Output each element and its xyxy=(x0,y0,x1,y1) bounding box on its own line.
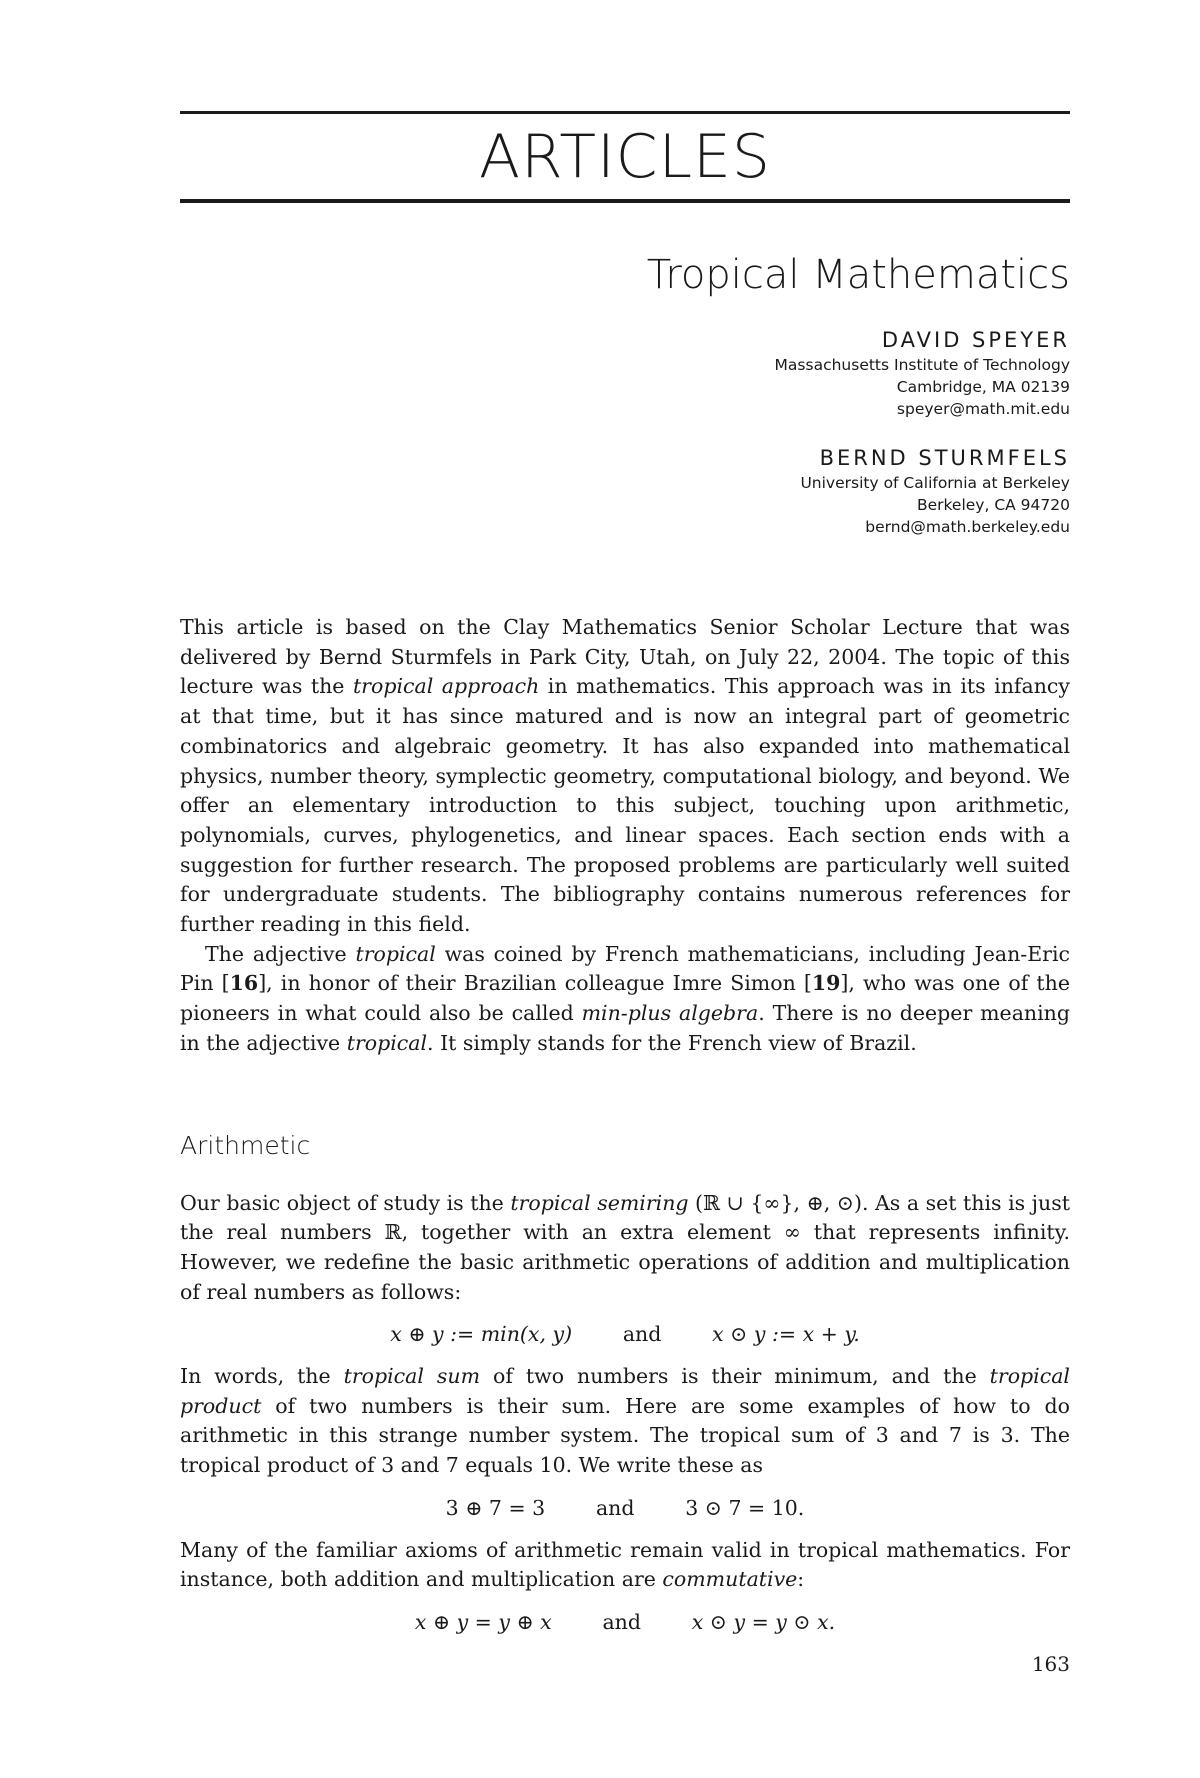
article-title: Tropical Mathematics xyxy=(646,252,1070,298)
text-span: In words, the xyxy=(180,1364,344,1389)
text-span: was coined by French mathematicians, including Jean-Eric Pin [ xyxy=(180,941,1070,996)
text-span: Many of the familiar axioms of arithmetic remain valid in tropical mathematics. For instance, both addition and multiplication are xyxy=(180,1537,1070,1592)
author-affiliation: University of California at Berkeley xyxy=(800,474,1070,492)
inline-math: (ℝ ∪ {∞}, ⊕, ⊙) xyxy=(688,1190,862,1215)
citation-link[interactable]: 16 xyxy=(229,971,259,996)
section-heading: ARTICLES xyxy=(478,122,772,192)
equation-lhs: x ⊕ y := min(x, y) xyxy=(390,1322,573,1347)
author-name: BERND STURMFELS xyxy=(819,446,1070,470)
emphasis: tropical product xyxy=(180,1364,1070,1418)
text-span: of two numbers is their minimum, and the xyxy=(480,1364,990,1389)
page-number: 163 xyxy=(1031,1652,1070,1676)
display-equation xyxy=(180,1608,1070,1638)
text-span: . It simply stands for the French view of Brazil. xyxy=(427,1030,917,1055)
section-subheading: Arithmetic xyxy=(180,1130,311,1160)
intro-paragraph xyxy=(180,940,1070,1059)
text-span: ], who was one of the pioneers in what could also be called xyxy=(180,971,1070,1026)
author-email: speyer@math.mit.edu xyxy=(896,400,1070,418)
text-span: The adjective xyxy=(205,941,356,966)
display-equation xyxy=(180,1320,1070,1350)
equation-rhs: x ⊙ y = y ⊙ x. xyxy=(691,1609,836,1634)
body-paragraph xyxy=(180,1189,1070,1308)
equation-rhs: 3 ⊙ 7 = 10. xyxy=(685,1495,805,1520)
emphasis: tropical xyxy=(346,1030,428,1055)
emphasis: tropical xyxy=(355,941,436,966)
equation-conjunction: and xyxy=(595,1495,635,1520)
text-span: . As a set this is just the real numbers ℝ, together with an extra element ∞ that represents infinity. However, we redefine the basic arithmetic operations of addition and multiplication of real numbers as follows: xyxy=(180,1190,1070,1304)
journal-page xyxy=(180,0,1070,1778)
equation-conjunction: and xyxy=(602,1609,642,1634)
author-block xyxy=(800,444,1070,538)
emphasis: tropical sum xyxy=(343,1364,481,1389)
emphasis: tropical semiring xyxy=(510,1190,689,1215)
author-affiliation: Massachusetts Institute of Technology xyxy=(774,356,1070,374)
text-span: of two numbers is their sum. Here are some examples of how to do arithmetic in this strange number system. The tropical sum of 3 and 7 is 3. The tropical product of 3 and 7 equals 10. We write these as xyxy=(180,1393,1070,1478)
equation-lhs: 3 ⊕ 7 = 3 xyxy=(445,1495,546,1520)
citation-link[interactable]: 19 xyxy=(811,971,841,996)
header-top-rule xyxy=(180,111,1070,114)
author-email: bernd@math.berkeley.edu xyxy=(865,518,1070,536)
header-bottom-rule xyxy=(180,199,1070,203)
body-paragraph xyxy=(180,1536,1070,1595)
equation-lhs: x ⊕ y = y ⊕ x xyxy=(414,1609,552,1634)
emphasis: min-plus algebra xyxy=(581,1001,759,1026)
equation-rhs: x ⊙ y := x + y. xyxy=(712,1322,860,1347)
text-span: : xyxy=(797,1567,805,1592)
author-address: Cambridge, MA 02139 xyxy=(896,378,1070,396)
author-name: DAVID SPEYER xyxy=(881,328,1070,352)
author-block xyxy=(775,326,1070,420)
article-body xyxy=(180,613,1070,1650)
author-address: Berkeley, CA 94720 xyxy=(916,496,1070,514)
body-paragraph xyxy=(180,1362,1070,1481)
text-span: . There is no deeper meaning in the adjective xyxy=(180,1001,1070,1055)
equation-conjunction: and xyxy=(622,1322,662,1347)
intro-paragraph xyxy=(180,613,1070,940)
text-span: in mathematics. This approach was in its infancy at that time, but it has since matured and is now an integral part of geometric combinatorics and algebraic geometry. It has also expanded into mathematical physics, number theory, symplectic geometry, computational biology, and beyond. We offer an elementary introduction to this subject, touching upon arithmetic, polynomials, curves, phylogenetics, and linear spaces. Each section ends with a suggestion for further research. The proposed problems are particularly well suited for undergraduate students. The bibliography contains numerous references for further reading in this field. xyxy=(180,674,1070,937)
text-span: ], in honor of their Brazilian colleague Imre Simon [ xyxy=(258,971,812,996)
emphasis: tropical approach xyxy=(352,674,540,699)
emphasis: commutative xyxy=(662,1567,798,1592)
text-span: This article is based on the Clay Mathematics Senior Scholar Lecture that was delivered by Bernd Sturmfels in Park City, Utah, on July 22, 2004. The topic of this lecture was the xyxy=(180,615,1070,699)
display-equation xyxy=(180,1494,1070,1524)
text-span: Our basic object of study is the xyxy=(180,1190,511,1215)
